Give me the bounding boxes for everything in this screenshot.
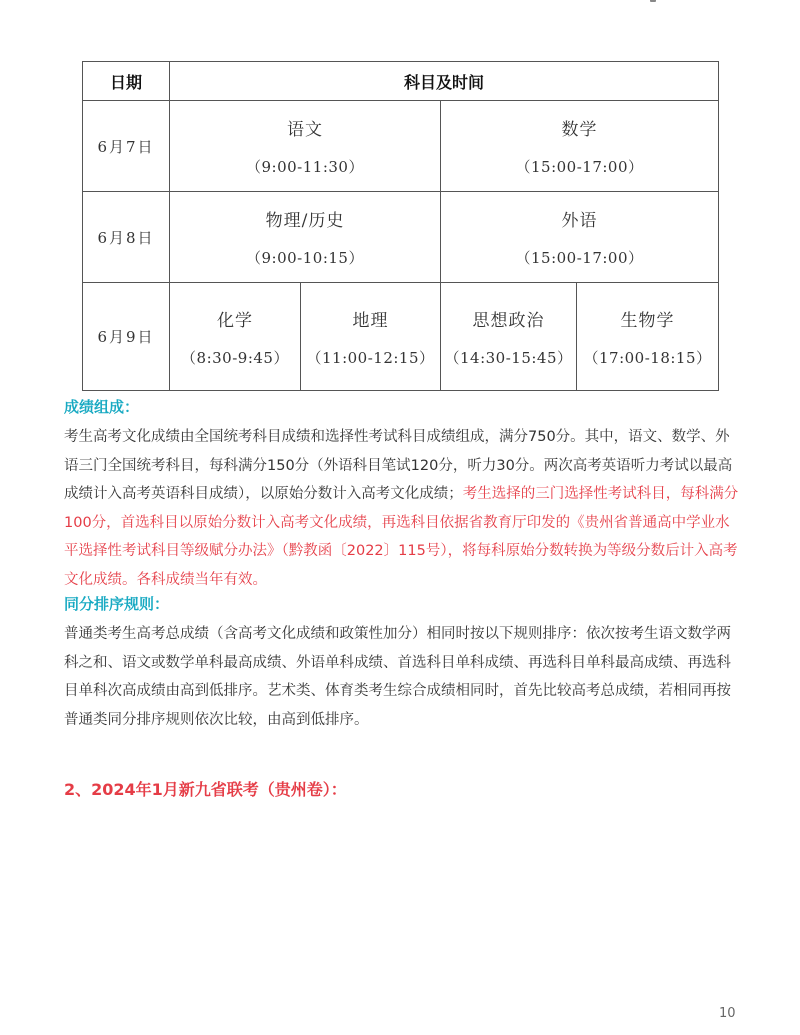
subject-cell <box>577 283 719 391</box>
subject-time: （11:00-12:15） <box>306 348 435 367</box>
subject-time: （14:30-15:45） <box>444 348 573 367</box>
date-cell: 6月9日 <box>83 283 170 391</box>
table-row <box>83 283 719 391</box>
subject-time: （17:00-18:15） <box>583 348 712 367</box>
subject-cell <box>170 101 441 192</box>
header-subjects: 科目及时间 <box>170 62 719 101</box>
subject-time: （15:00-17:00） <box>515 158 644 176</box>
table-row <box>83 101 719 192</box>
subject-time: （9:00-10:15） <box>246 249 364 267</box>
score-text-highlight: 考生选择的三门选择性考试科目，每科满分100分，首选科目以原始分数计入高考文化成绩，再选科目依据省教育厅印发的《贵州省普通高中学业水平选择性考试科目等级赋分办法》（黔教函〔2022〕115号），将每科原始分数转换为等级分数后计入高考文化成绩。各科成绩当年有效。 <box>64 486 739 588</box>
header-date: 日期 <box>83 62 170 101</box>
score-composition-paragraph <box>64 423 744 594</box>
top-edge-mark <box>650 0 656 2</box>
subject-cell <box>170 283 301 391</box>
subject-time: （15:00-17:00） <box>515 249 644 267</box>
subject-cell <box>441 101 719 192</box>
subject-name: 生物学 <box>620 310 675 331</box>
date-cell: 6月7日 <box>83 101 170 192</box>
subject-name: 地理 <box>352 310 389 331</box>
subject-time: （8:30-9:45） <box>181 348 289 367</box>
table-header-row <box>83 62 719 101</box>
date-cell: 6月8日 <box>83 192 170 283</box>
subject-cell <box>441 283 577 391</box>
score-composition-heading: 成绩组成： <box>64 398 140 416</box>
subject-cell <box>301 283 441 391</box>
subject-time: （9:00-11:30） <box>246 158 364 176</box>
score-text-plain: 考生高考文化成绩由全国统考科目成绩和选择性考试科目成绩组成，满分750分。其中，语文、数学、外语三门全国统考科目，每科满分150分（外语科目笔试120分，听力30分。两次高考英语听力考试以最高成绩计入高考英语科目成绩），以原始分数计入高考文化成绩； <box>64 429 733 502</box>
subject-name: 化学 <box>217 310 253 331</box>
subject-cell <box>441 192 719 283</box>
tie-ranking-paragraph: 普通类考生高考总成绩（含高考文化成绩和政策性加分）相同时按以下规则排序：依次按考生语文数学两科之和、语文或数学单科最高成绩、外语单科成绩、首选科目单科成绩、再选科目单科最高成绩、再选科目单科次高成绩由高到低排序。艺术类、体育类考生综合成绩相同时，首先比较高考总成绩，若相同再按普通类同分排序规则依次比较，由高到低排序。 <box>64 626 731 728</box>
page-number: 10 <box>719 1006 736 1021</box>
subject-cell <box>170 192 441 283</box>
subject-name: 物理/历史 <box>265 211 345 231</box>
tie-ranking-heading: 同分排序规则： <box>64 595 170 613</box>
subject-name: 语文 <box>287 120 323 140</box>
subject-name: 思想政治 <box>472 310 545 331</box>
subject-name: 数学 <box>561 120 598 140</box>
subject-name: 外语 <box>561 211 598 231</box>
table-row <box>83 192 719 283</box>
section-2-title: 2、2024年1月新九省联考（贵州卷）： <box>64 780 347 799</box>
exam-schedule-table <box>82 61 719 391</box>
